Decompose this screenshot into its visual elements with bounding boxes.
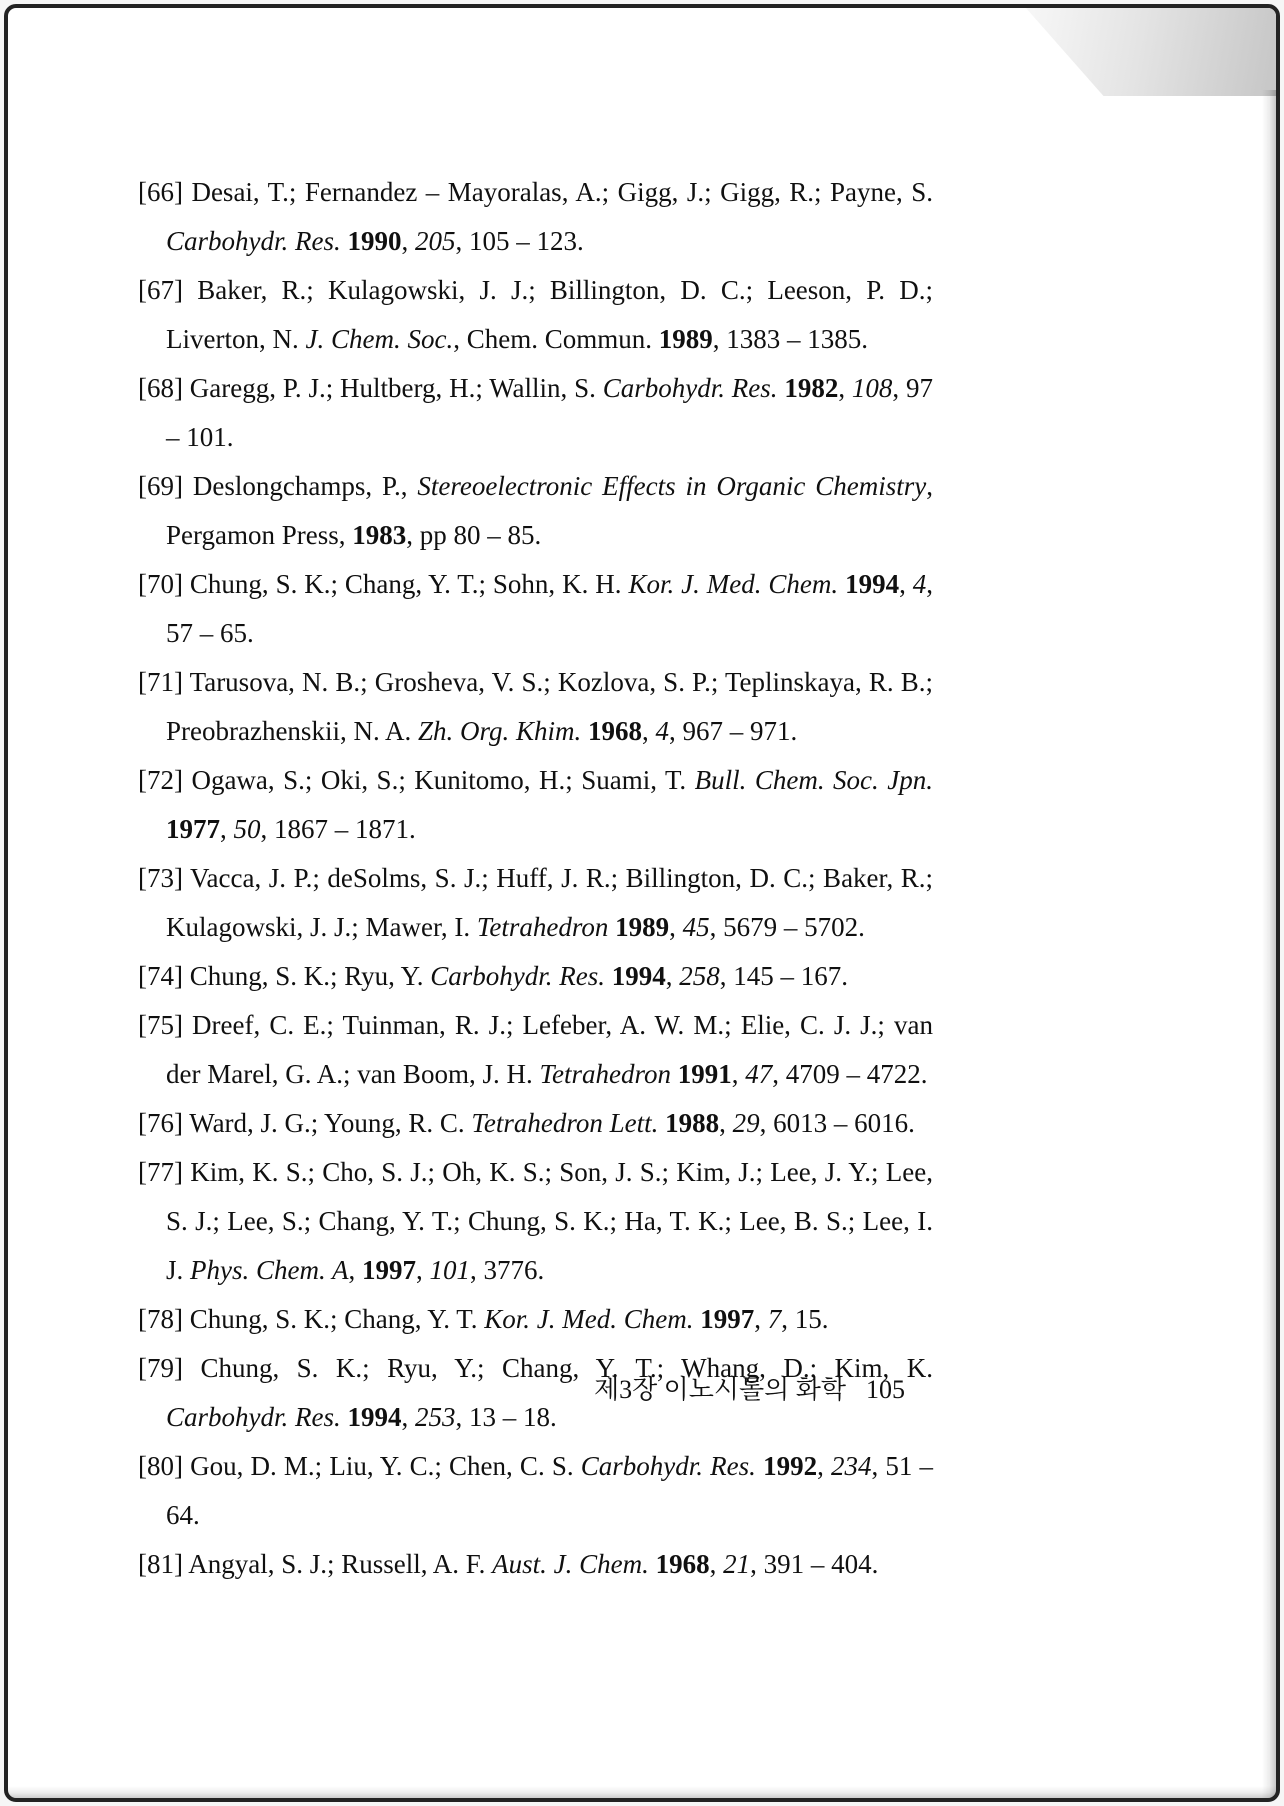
reference-text-segment: 7 — [767, 1304, 782, 1334]
reference-text-segment: , 391 – 404. — [750, 1549, 879, 1579]
reference-text-segment: Bull. Chem. Soc. Jpn. — [694, 765, 933, 795]
reference-text-segment: 50 — [233, 814, 261, 844]
reference-entry — [138, 168, 933, 266]
reference-text-segment: Zh. Org. Khim. — [417, 716, 588, 746]
reference-text-segment: [78] Chung, S. K.; Chang, Y. T. — [138, 1304, 485, 1334]
reference-text-segment: Carbohydr. Res. — [430, 961, 612, 991]
reference-text-segment: [70] Chung, S. K.; Chang, Y. T.; Sohn, K. H. — [138, 569, 629, 599]
reference-text-segment: Carbohydr. Res. — [166, 1402, 348, 1432]
reference-text-segment: 1991 — [677, 1059, 732, 1089]
reference-text-segment: , — [641, 716, 656, 746]
reference-text-segment: 108 — [851, 373, 893, 403]
reference-text-segment: , 51 – 64. — [166, 1451, 934, 1530]
reference-text-segment: [79] Chung, S. K.; Ryu, Y.; Chang, Y. T.; Whang, D.; Kim, K. — [138, 1353, 933, 1383]
reference-entry — [138, 462, 933, 560]
reference-entry — [138, 1540, 933, 1589]
reference-text-segment: [76] Ward, J. G.; Young, R. C. — [138, 1108, 472, 1138]
reference-text-segment: , 13 – 18. — [455, 1402, 557, 1432]
reference-text-segment: , — [220, 814, 234, 844]
reference-text-segment: [69] Deslongchamps, P., — [138, 471, 418, 501]
reference-entry — [138, 266, 933, 364]
reference-text-segment: 101 — [429, 1255, 470, 1285]
reference-text-segment: , — [348, 1255, 362, 1285]
footer-page-number: 105 — [866, 1375, 905, 1404]
reference-text-segment: , — [817, 1451, 831, 1481]
reference-text-segment: , pp 80 – 85. — [406, 520, 542, 550]
reference-text-segment: 1983 — [352, 520, 407, 550]
reference-text-segment: , 97 – 101. — [166, 373, 933, 452]
reference-text-segment: , 3776. — [470, 1255, 545, 1285]
reference-text-segment: Stereoelectronic Effects in Organic Chemistry — [417, 471, 927, 501]
reference-text-segment: , 4709 – 4722. — [772, 1059, 928, 1089]
reference-entry — [138, 1099, 933, 1148]
reference-text-segment: Phys. Chem. A — [190, 1255, 349, 1285]
reference-text-segment: 1968 — [587, 716, 642, 746]
reference-text-segment: 4 — [912, 569, 927, 599]
page-edge-bottom — [8, 1786, 1276, 1798]
reference-text-segment: 258 — [679, 961, 720, 991]
reference-text-segment: Carbohydr. Res. — [580, 1451, 764, 1481]
reference-text-segment: [73] Vacca, J. P.; deSolms, S. J.; Huff, J. R.; Billington, D. C.; Baker, R.; Kulagowski, J. J.; Mawer, I. — [138, 863, 933, 942]
reference-text-segment: 21 — [723, 1549, 751, 1579]
reference-text-segment: 45 — [682, 912, 710, 942]
reference-text-segment: 1994 — [347, 1402, 402, 1432]
reference-text-segment: 1977 — [166, 814, 220, 844]
reference-text-segment: , 145 – 167. — [719, 961, 848, 991]
reference-text-segment: J. Chem. Soc. — [305, 324, 454, 354]
reference-text-segment: 1994 — [611, 961, 666, 991]
reference-text-segment: , — [754, 1304, 768, 1334]
reference-text-segment: , 105 – 123. — [455, 226, 584, 256]
reference-entry — [138, 1001, 933, 1099]
reference-entry — [138, 1148, 933, 1295]
reference-text-segment: 1989 — [658, 324, 713, 354]
reference-text-segment: , — [416, 1255, 430, 1285]
reference-text-segment: , — [719, 1108, 733, 1138]
reference-text-segment: , 967 – 971. — [668, 716, 798, 746]
reference-text-segment: 1982 — [784, 373, 839, 403]
page-edge-right — [1262, 90, 1276, 1798]
reference-text-segment: , — [665, 961, 680, 991]
reference-text-segment: , 1867 – 1871. — [260, 814, 416, 844]
reference-entry — [138, 756, 933, 854]
reference-text-segment: [67] Baker, R.; Kulagowski, J. J.; Billington, D. C.; Leeson, P. D.; Liverton, N. — [138, 275, 933, 354]
reference-text-segment: [77] Kim, K. S.; Cho, S. J.; Oh, K. S.; Son, J. S.; Kim, J.; Lee, J. Y.; Lee, S. J.; Lee, S.; Chang, Y. T.; Chung, S. K.; Ha, T. K.; Lee, B. S.; Lee, I. J. — [138, 1157, 933, 1285]
reference-text-segment: [81] Angyal, S. J.; Russell, A. F. — [138, 1549, 493, 1579]
reference-text-segment: , Chem. Commun. — [453, 324, 659, 354]
reference-text-segment: , 1383 – 1385. — [712, 324, 868, 354]
reference-text-segment: Aust. J. Chem. — [492, 1549, 656, 1579]
reference-entry — [138, 560, 933, 658]
reference-text-segment: [80] Gou, D. M.; Liu, Y. C.; Chen, C. S. — [138, 1451, 581, 1481]
reference-text-segment: Tetrahedron — [539, 1059, 678, 1089]
reference-text-segment: Tetrahedron Lett. — [471, 1108, 666, 1138]
reference-text-segment: Tetrahedron — [476, 912, 616, 942]
reference-text-segment: 4 — [655, 716, 669, 746]
reference-entry — [138, 1442, 933, 1540]
reference-text-segment: , — [401, 226, 415, 256]
reference-text-segment: 1988 — [665, 1108, 720, 1138]
reference-text-segment: , — [899, 569, 913, 599]
reference-text-segment: 205 — [415, 226, 456, 256]
reference-text-segment: 47 — [745, 1059, 773, 1089]
page-corner-fold — [1026, 8, 1276, 96]
reference-text-segment: Carbohydr. Res. — [602, 373, 785, 403]
reference-entry — [138, 658, 933, 756]
reference-entry — [138, 854, 933, 952]
reference-text-segment: , 5679 – 5702. — [709, 912, 865, 942]
reference-text-segment: , — [838, 373, 852, 403]
reference-text-segment: , Pergamon Press, — [166, 471, 933, 550]
reference-text-segment: , — [709, 1549, 724, 1579]
reference-text-segment: 253 — [415, 1402, 456, 1432]
reference-text-segment: Kor. J. Med. Chem. — [628, 569, 846, 599]
page-footer — [138, 1370, 933, 1410]
reference-text-segment: 1997 — [700, 1304, 755, 1334]
reference-text-segment: [75] Dreef, C. E.; Tuinman, R. J.; Lefeber, A. W. M.; Elie, C. J. J.; van der Marel, G. A.; van Boom, J. H. — [138, 1010, 933, 1089]
reference-entry — [138, 364, 933, 462]
reference-text-segment: [74] Chung, S. K.; Ryu, Y. — [138, 961, 431, 991]
reference-entry — [138, 1295, 933, 1344]
reference-text-segment: 234 — [830, 1451, 872, 1481]
reference-text-segment: [71] Tarusova, N. B.; Grosheva, V. S.; Kozlova, S. P.; Teplinskaya, R. B.; Preobrazhenskii, N. A. — [138, 667, 933, 746]
footer-chapter-title: 제3장 이노시톨의 화학 — [593, 1375, 846, 1404]
reference-text-segment: 1989 — [615, 912, 670, 942]
reference-text-segment: , — [669, 912, 683, 942]
reference-text-segment: , 57 – 65. — [166, 569, 933, 648]
reference-text-segment: [72] Ogawa, S.; Oki, S.; Kunitomo, H.; Suami, T. — [138, 765, 695, 795]
reference-text-segment: [68] Garegg, P. J.; Hultberg, H.; Wallin, S. — [138, 373, 603, 403]
reference-text-segment: 1968 — [655, 1549, 710, 1579]
reference-text-segment: [66] Desai, T.; Fernandez – Mayoralas, A.; Gigg, J.; Gigg, R.; Payne, S. — [138, 177, 933, 207]
reference-text-segment: 1997 — [362, 1255, 416, 1285]
reference-text-segment: , 15. — [781, 1304, 829, 1334]
reference-text-segment: , — [731, 1059, 746, 1089]
reference-entry — [138, 952, 933, 1001]
reference-text-segment: Kor. J. Med. Chem. — [484, 1304, 701, 1334]
reference-text-segment: 1990 — [347, 226, 402, 256]
reference-text-segment: 29 — [732, 1108, 760, 1138]
book-page — [4, 4, 1280, 1802]
reference-text-segment: 1992 — [763, 1451, 818, 1481]
reference-text-segment: Carbohydr. Res. — [166, 226, 348, 256]
reference-text-segment: , 6013 – 6016. — [759, 1108, 915, 1138]
reference-text-segment: 1994 — [845, 569, 900, 599]
reference-text-segment: , — [401, 1402, 415, 1432]
